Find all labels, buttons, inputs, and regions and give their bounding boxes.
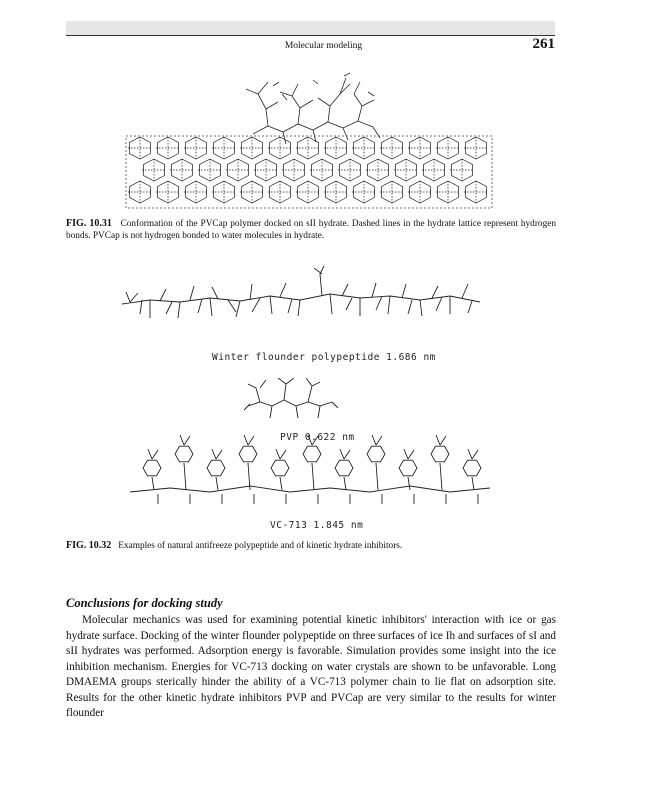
header-band <box>66 21 555 35</box>
figure-10-32-label: FIG. 10.32 <box>66 540 112 551</box>
figure-10-32-caption-text: Examples of natural antifreeze polypeptide and of kinetic hydrate inhibitors. <box>118 541 403 551</box>
panel-label-pvp: PVP 0.622 nm <box>280 432 355 443</box>
body-paragraph: Molecular mechanics was used for examining potential kinetic inhibitors' interaction with ice or gas hydrate surface. Docking of the winter flounder polypeptide on three surfaces of ice Ih and surfaces of sI and sII hydrates was performed. Adsorption energy is favorable. Simulation provides some insight into the ice inhibition mechanism. Energies for VC-713 docking on water crystals are shown to be unfavorable. Long DMAEMA groups sterically hinder the ability of a VC-713 polymer chain to lie flat on adsorption site. Results for the other kinetic hydrate inhibitors PVP and PVCap are very similar to the results for winter flounder <box>66 614 556 719</box>
panel-label-vc-713: VC-713 1.845 nm <box>270 520 364 531</box>
figure-10-31-image <box>118 64 500 214</box>
figure-10-32-caption <box>66 540 556 552</box>
page-number: 261 <box>532 36 555 52</box>
header-rule <box>66 35 555 36</box>
panel-label-winter-flounder: Winter flounder polypeptide 1.686 nm <box>212 352 436 363</box>
figure-10-31-caption <box>66 218 556 242</box>
figure-10-32-image <box>110 256 520 534</box>
running-head: Molecular modeling <box>284 41 363 51</box>
figure-10-31-label: FIG. 10.31 <box>66 218 112 229</box>
section-heading: Conclusions for docking study <box>66 596 223 610</box>
figure-10-31-caption-text: Conformation of the PVCap polymer docked on sII hydrate. Dashed lines in the hydrate lattice represent hydrogen bonds. PVCap is not hydrogen bonded to water molecules in hydrate. <box>66 219 556 241</box>
